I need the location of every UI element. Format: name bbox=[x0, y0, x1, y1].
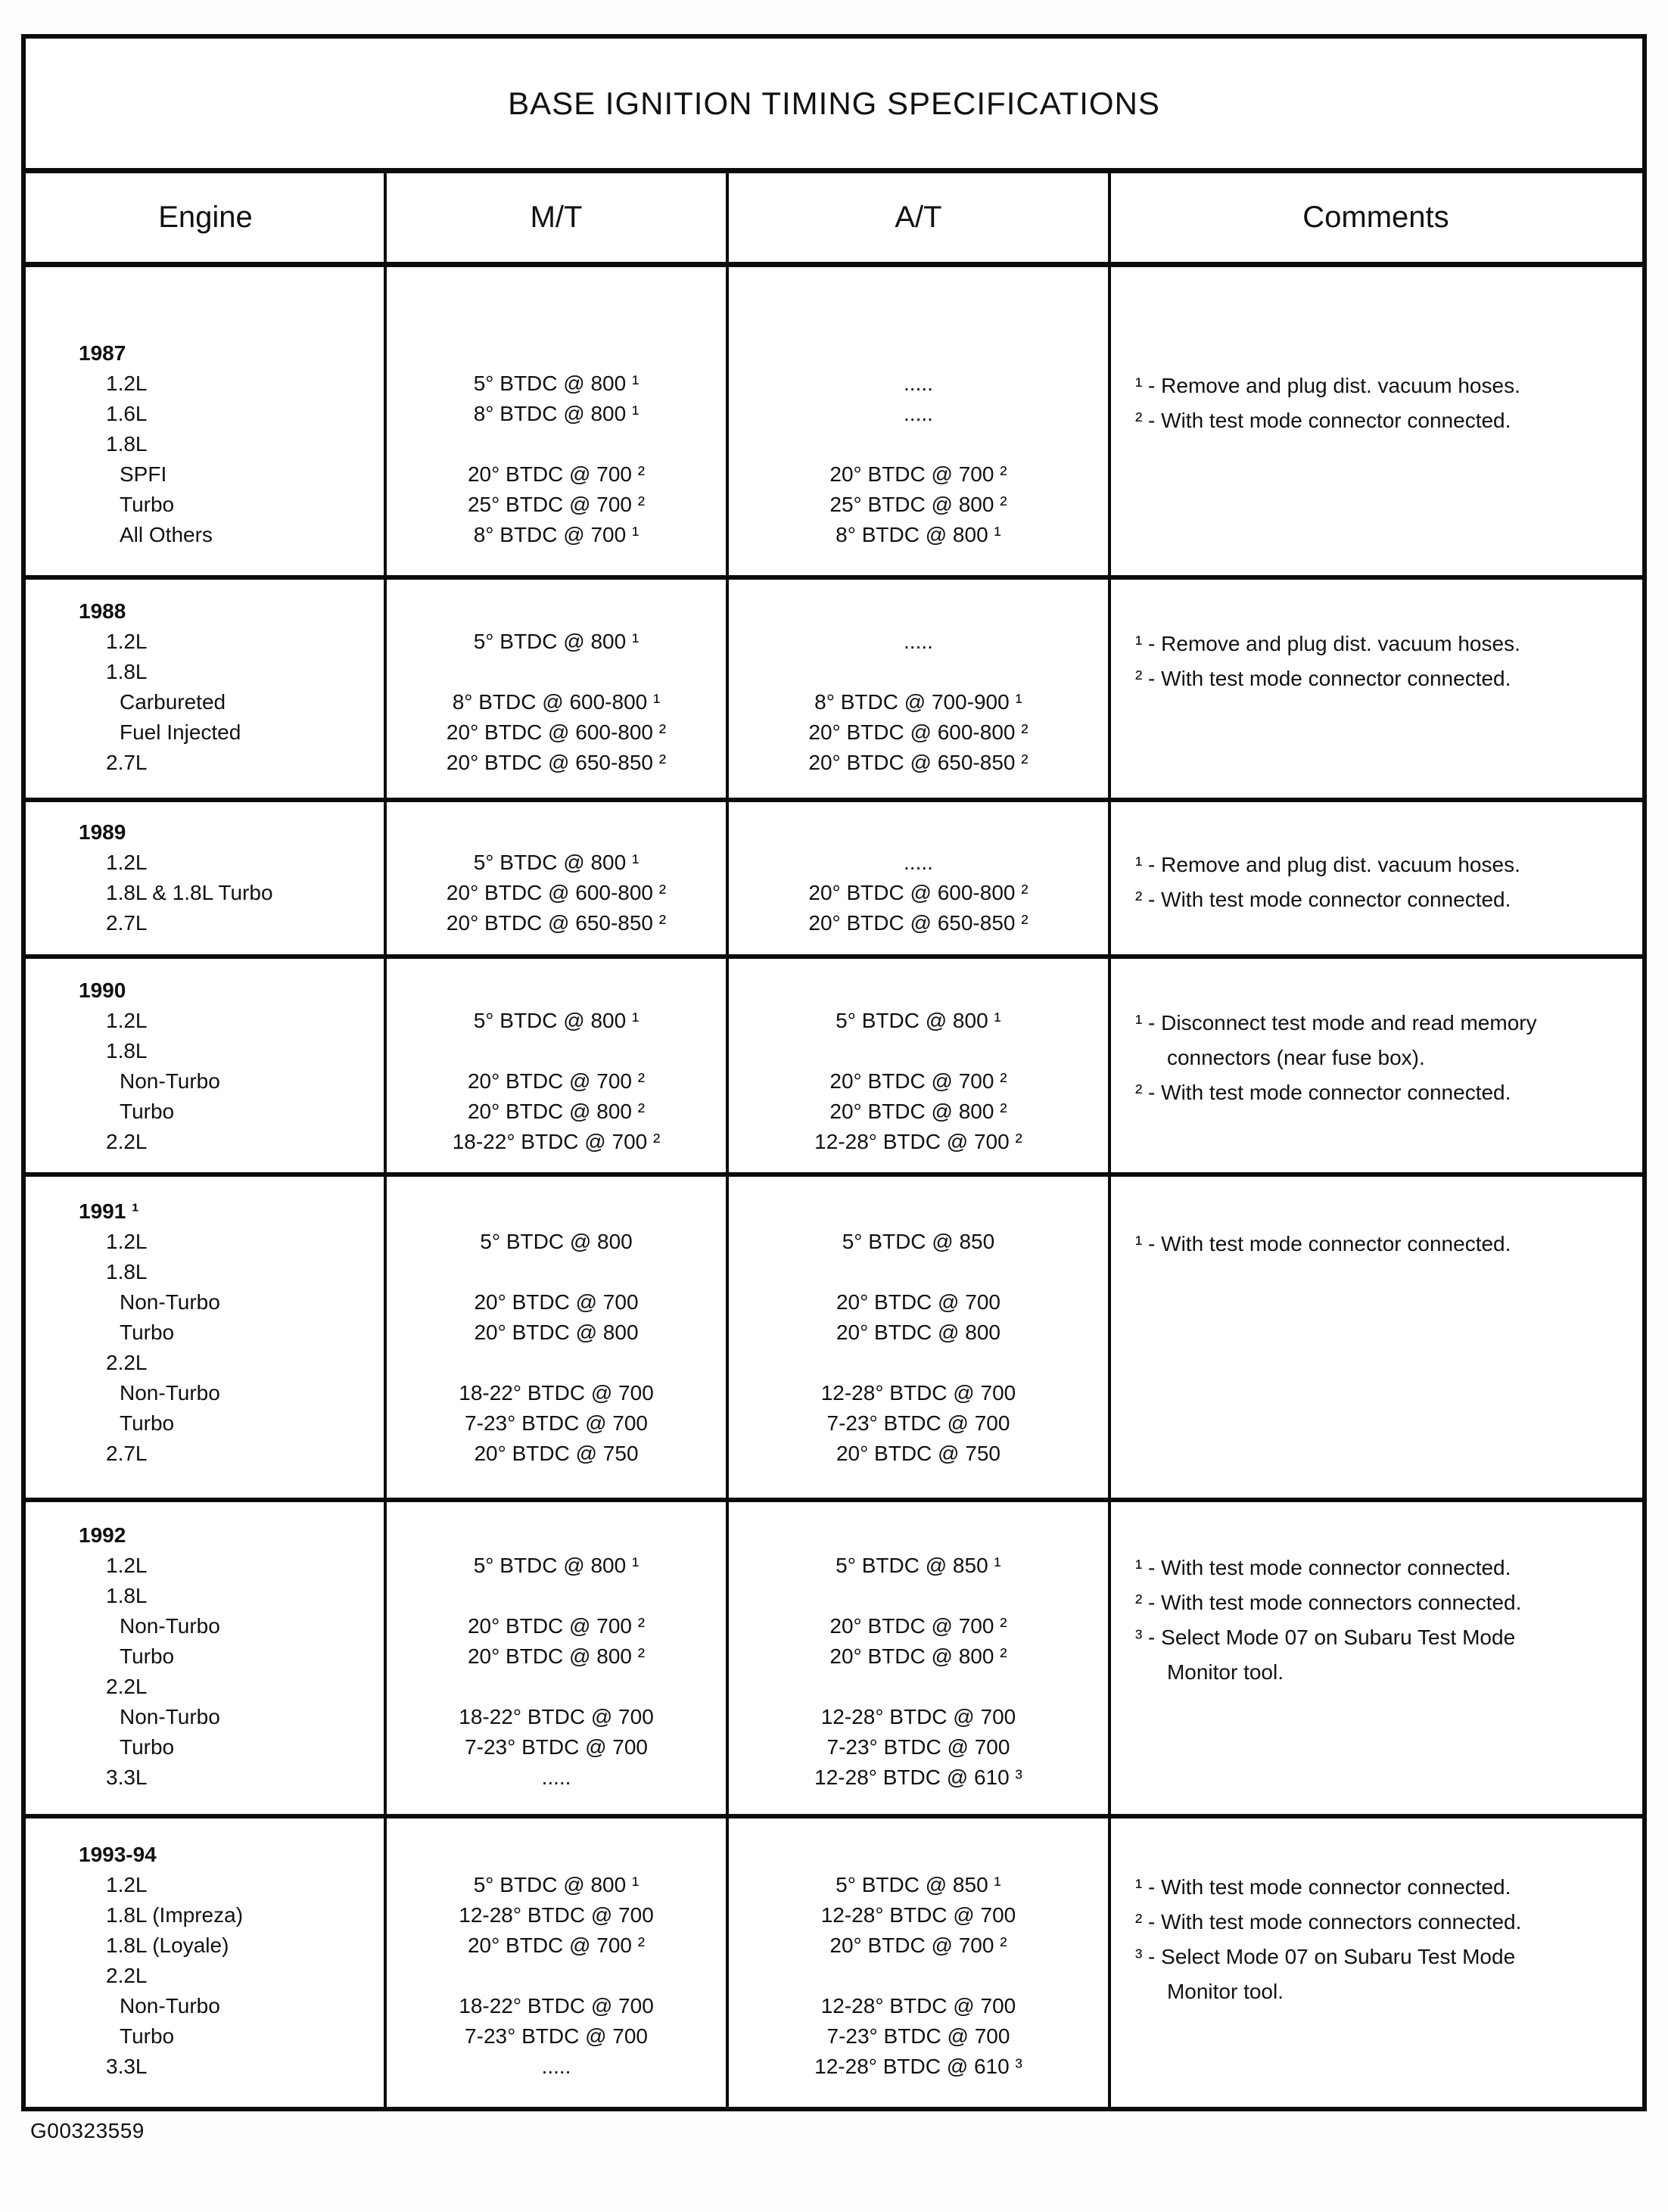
at-value: 20° BTDC @ 800 bbox=[836, 1321, 1000, 1344]
at-value: ..... bbox=[904, 851, 933, 874]
engine-label: 1.8L bbox=[106, 1260, 148, 1283]
mt-value: 20° BTDC @ 700 ² bbox=[467, 462, 646, 486]
column-divider bbox=[726, 267, 729, 575]
engine-label: 3.3L bbox=[106, 1766, 148, 1789]
mt-value bbox=[385, 1840, 727, 1870]
mt-value bbox=[385, 1581, 727, 1611]
mt-value: 18-22° BTDC @ 700 bbox=[459, 1381, 654, 1405]
comment-line: ² - With test mode connector connected. bbox=[1134, 888, 1511, 911]
comment-line: ³ - Select Mode 07 on Subaru Test Mode Monitor tool. bbox=[1134, 1945, 1516, 2003]
mt-value: 8° BTDC @ 700 ¹ bbox=[473, 523, 640, 546]
section-1987 bbox=[26, 267, 1642, 580]
column-header-mt: M/T bbox=[530, 201, 583, 234]
engine-label: Turbo bbox=[120, 2024, 175, 2048]
at-value: 8° BTDC @ 800 ¹ bbox=[836, 523, 1001, 546]
mt-value bbox=[385, 1036, 727, 1066]
year-label: 1991 ¹ bbox=[79, 1199, 139, 1223]
at-value: 7-23° BTDC @ 700 bbox=[826, 2024, 1010, 2048]
section-grid bbox=[26, 338, 1642, 550]
engine-label: 1.2L bbox=[106, 630, 148, 653]
section-grid bbox=[26, 1196, 1642, 1469]
engine-label: 2.2L bbox=[106, 1130, 148, 1153]
mt-value: 20° BTDC @ 700 ² bbox=[467, 1069, 646, 1093]
column-divider bbox=[1108, 580, 1111, 798]
mt-value: 7-23° BTDC @ 700 bbox=[465, 2024, 648, 2048]
at-value bbox=[727, 657, 1109, 687]
mt-value: 5° BTDC @ 800 ¹ bbox=[473, 1009, 640, 1032]
engine-label: Fuel Injected bbox=[120, 720, 241, 744]
sections bbox=[26, 267, 1642, 2107]
mt-value: 5° BTDC @ 800 ¹ bbox=[473, 1554, 640, 1577]
at-value: 20° BTDC @ 700 ² bbox=[829, 1934, 1007, 1957]
at-value bbox=[727, 1840, 1109, 1870]
column-divider bbox=[1108, 173, 1111, 262]
mt-value: 20° BTDC @ 600-800 ² bbox=[446, 720, 667, 744]
at-value: 7-23° BTDC @ 700 bbox=[826, 1735, 1010, 1759]
engine-label: Turbo bbox=[120, 1411, 175, 1435]
engine-label: 1.2L bbox=[106, 372, 148, 395]
section-1990 bbox=[26, 959, 1642, 1177]
section-grid bbox=[26, 975, 1642, 1157]
at-value bbox=[727, 596, 1109, 627]
engine-label: 1.2L bbox=[106, 1873, 148, 1896]
year-label: 1989 bbox=[79, 820, 126, 844]
section-grid bbox=[26, 817, 1642, 938]
engine-label: Non-Turbo bbox=[120, 1994, 220, 2018]
section-1988 bbox=[26, 580, 1642, 802]
mt-value: 5° BTDC @ 800 ¹ bbox=[473, 372, 640, 395]
mt-value bbox=[385, 657, 727, 687]
at-value: 5° BTDC @ 800 ¹ bbox=[836, 1009, 1001, 1032]
at-value bbox=[727, 975, 1109, 1006]
mt-value: 7-23° BTDC @ 700 bbox=[465, 1735, 648, 1759]
mt-value: 20° BTDC @ 650-850 ² bbox=[446, 911, 667, 935]
mt-value: 5° BTDC @ 800 ¹ bbox=[473, 630, 640, 653]
comments-cell bbox=[1109, 975, 1642, 1157]
engine-label: 1.2L bbox=[106, 1230, 148, 1253]
mt-value bbox=[385, 1196, 727, 1227]
section-1992 bbox=[26, 1502, 1642, 1818]
year-label: 1987 bbox=[79, 341, 126, 365]
at-value: 20° BTDC @ 600-800 ² bbox=[808, 720, 1028, 744]
section-grid bbox=[26, 1840, 1642, 2082]
column-divider bbox=[726, 1177, 729, 1498]
engine-label: Turbo bbox=[120, 1321, 175, 1344]
table-header-row bbox=[26, 173, 1642, 267]
mt-value bbox=[385, 429, 727, 459]
column-divider bbox=[384, 802, 387, 954]
mt-value: 20° BTDC @ 700 ² bbox=[467, 1614, 646, 1638]
at-value: 20° BTDC @ 700 ² bbox=[829, 1614, 1007, 1638]
column-divider bbox=[384, 267, 387, 575]
comments-cell bbox=[1109, 1840, 1642, 2082]
at-value bbox=[727, 1196, 1109, 1227]
section-1989 bbox=[26, 802, 1642, 959]
mt-value: ..... bbox=[541, 2055, 571, 2078]
mt-value: 5° BTDC @ 800 bbox=[480, 1230, 633, 1253]
engine-label: Turbo bbox=[120, 1644, 175, 1668]
mt-value: ..... bbox=[541, 1766, 571, 1789]
at-value: 5° BTDC @ 850 ¹ bbox=[836, 1554, 1001, 1577]
engine-label: 2.2L bbox=[106, 1964, 148, 1987]
at-value bbox=[727, 1036, 1109, 1066]
column-divider bbox=[726, 1818, 729, 2107]
column-header-engine: Engine bbox=[158, 201, 253, 234]
mt-value bbox=[385, 1961, 727, 1991]
at-value: 20° BTDC @ 700 ² bbox=[829, 462, 1007, 486]
engine-label: All Others bbox=[120, 523, 213, 546]
mt-value: 12-28° BTDC @ 700 bbox=[459, 1903, 654, 1927]
mt-value: 20° BTDC @ 700 ² bbox=[467, 1934, 646, 1957]
engine-label: 1.8L bbox=[106, 660, 148, 683]
comment-line: ² - With test mode connectors connected. bbox=[1134, 1591, 1522, 1614]
at-value: 12-28° BTDC @ 700 bbox=[820, 1994, 1016, 2018]
at-value bbox=[727, 338, 1109, 369]
engine-label: 1.2L bbox=[106, 1554, 148, 1577]
mt-value bbox=[385, 817, 727, 848]
mt-value: 18-22° BTDC @ 700 bbox=[459, 1994, 654, 2018]
at-value: 12-28° BTDC @ 700 bbox=[820, 1381, 1016, 1405]
at-value bbox=[727, 817, 1109, 848]
at-value: 5° BTDC @ 850 ¹ bbox=[836, 1873, 1001, 1896]
column-divider bbox=[1108, 267, 1111, 575]
section-grid bbox=[26, 1520, 1642, 1793]
comments-cell bbox=[1109, 1520, 1642, 1793]
comment-line: ³ - Select Mode 07 on Subaru Test Mode Monitor tool. bbox=[1134, 1626, 1516, 1684]
mt-value: 18-22° BTDC @ 700 bbox=[459, 1705, 654, 1728]
engine-label: Turbo bbox=[120, 493, 175, 516]
comments-cell bbox=[1109, 596, 1642, 778]
comment-line: ² - With test mode connectors connected. bbox=[1134, 1910, 1522, 1934]
comments-cell bbox=[1109, 817, 1642, 938]
comment-line: ² - With test mode connector connected. bbox=[1134, 409, 1511, 432]
comment-line: ² - With test mode connector connected. bbox=[1134, 1081, 1511, 1104]
mt-value bbox=[385, 1520, 727, 1551]
mt-value bbox=[385, 596, 727, 627]
at-value: 12-28° BTDC @ 700 ² bbox=[814, 1130, 1022, 1153]
section-1993-94 bbox=[26, 1818, 1642, 2107]
column-header-comments: Comments bbox=[1302, 201, 1449, 234]
at-value: 20° BTDC @ 600-800 ² bbox=[808, 881, 1028, 904]
at-value: 20° BTDC @ 700 bbox=[836, 1290, 1000, 1314]
at-value: 12-28° BTDC @ 610 ³ bbox=[814, 2055, 1022, 2078]
at-value: 20° BTDC @ 700 ² bbox=[829, 1069, 1007, 1093]
at-value bbox=[727, 1520, 1109, 1551]
engine-label: 1.8L bbox=[106, 1584, 148, 1607]
at-value: ..... bbox=[904, 402, 933, 425]
mt-value: 8° BTDC @ 800 ¹ bbox=[473, 402, 640, 425]
column-divider bbox=[1108, 802, 1111, 954]
column-divider bbox=[726, 1502, 729, 1814]
year-label: 1993-94 bbox=[79, 1843, 157, 1866]
column-divider bbox=[1108, 1177, 1111, 1498]
comment-line: ¹ - Remove and plug dist. vacuum hoses. bbox=[1134, 374, 1520, 397]
section-1991 bbox=[26, 1177, 1642, 1502]
engine-label: 1.8L (Impreza) bbox=[106, 1903, 244, 1927]
column-divider bbox=[1108, 959, 1111, 1172]
comment-line: ¹ - Remove and plug dist. vacuum hoses. bbox=[1134, 853, 1520, 876]
mt-value: 18-22° BTDC @ 700 ² bbox=[452, 1130, 661, 1153]
mt-value bbox=[385, 1348, 727, 1378]
mt-value: 5° BTDC @ 800 ¹ bbox=[473, 851, 640, 874]
column-divider bbox=[726, 802, 729, 954]
at-value: 20° BTDC @ 800 ² bbox=[829, 1644, 1007, 1668]
engine-label: 1.8L bbox=[106, 1039, 148, 1062]
column-divider bbox=[1108, 1818, 1111, 2107]
at-value bbox=[727, 1961, 1109, 1991]
engine-label: Turbo bbox=[120, 1100, 175, 1123]
at-value: 20° BTDC @ 650-850 ² bbox=[808, 751, 1028, 774]
engine-label: 2.2L bbox=[106, 1351, 148, 1374]
year-label: 1988 bbox=[79, 599, 126, 623]
mt-value bbox=[385, 1257, 727, 1287]
engine-label: 1.6L bbox=[106, 402, 148, 425]
engine-label: Non-Turbo bbox=[120, 1381, 220, 1405]
at-value: 12-28° BTDC @ 700 bbox=[820, 1705, 1016, 1728]
engine-label: Turbo bbox=[120, 1735, 175, 1759]
engine-label: 1.8L & 1.8L Turbo bbox=[106, 881, 273, 904]
mt-value: 20° BTDC @ 800 ² bbox=[467, 1100, 646, 1123]
engine-label: 1.2L bbox=[106, 1009, 148, 1032]
column-divider bbox=[726, 959, 729, 1172]
column-header-at: A/T bbox=[895, 201, 942, 234]
mt-value: 20° BTDC @ 650-850 ² bbox=[446, 751, 667, 774]
column-divider bbox=[384, 580, 387, 798]
engine-label: Non-Turbo bbox=[120, 1614, 220, 1638]
at-value: 12-28° BTDC @ 610 ³ bbox=[814, 1766, 1022, 1789]
at-value bbox=[727, 429, 1109, 459]
comments-cell bbox=[1109, 1196, 1642, 1469]
mt-value: 25° BTDC @ 700 ² bbox=[467, 493, 646, 516]
mt-value bbox=[385, 1672, 727, 1702]
mt-value: 20° BTDC @ 750 bbox=[474, 1442, 639, 1465]
engine-label: 3.3L bbox=[106, 2055, 148, 2078]
ignition-timing-spec-table bbox=[21, 34, 1647, 2111]
year-label: 1992 bbox=[79, 1523, 126, 1547]
comment-line: ¹ - With test mode connector connected. bbox=[1134, 1875, 1511, 1899]
comment-line: ¹ - Disconnect test mode and read memory connectors (near fuse box). bbox=[1134, 1011, 1537, 1069]
engine-label: 1.8L bbox=[106, 432, 148, 456]
at-value bbox=[727, 1672, 1109, 1702]
engine-label: Non-Turbo bbox=[120, 1069, 220, 1093]
at-value: 12-28° BTDC @ 700 bbox=[820, 1903, 1016, 1927]
comment-line: ¹ - With test mode connector connected. bbox=[1134, 1556, 1511, 1579]
mt-value: 20° BTDC @ 800 ² bbox=[467, 1644, 646, 1668]
engine-label: Non-Turbo bbox=[120, 1705, 220, 1728]
engine-label: 2.7L bbox=[106, 751, 148, 774]
engine-label: Non-Turbo bbox=[120, 1290, 220, 1314]
at-value bbox=[727, 1257, 1109, 1287]
mt-value bbox=[385, 975, 727, 1006]
mt-value: 7-23° BTDC @ 700 bbox=[465, 1411, 648, 1435]
mt-value: 5° BTDC @ 800 ¹ bbox=[473, 1873, 640, 1896]
engine-label: 2.2L bbox=[106, 1675, 148, 1698]
engine-label: 2.7L bbox=[106, 911, 148, 935]
at-value: 20° BTDC @ 650-850 ² bbox=[808, 911, 1028, 935]
column-divider bbox=[1108, 1502, 1111, 1814]
at-value bbox=[727, 1348, 1109, 1378]
column-divider bbox=[384, 1818, 387, 2107]
figure-reference-code: G00323559 bbox=[30, 2119, 145, 2142]
comments-cell bbox=[1109, 338, 1642, 550]
engine-label: 1.2L bbox=[106, 851, 148, 874]
column-divider bbox=[384, 1177, 387, 1498]
engine-label: 2.7L bbox=[106, 1442, 148, 1465]
at-value: ..... bbox=[904, 630, 933, 653]
at-value: 7-23° BTDC @ 700 bbox=[826, 1411, 1010, 1435]
at-value: 20° BTDC @ 750 bbox=[836, 1442, 1000, 1465]
engine-label: 1.8L (Loyale) bbox=[106, 1934, 229, 1957]
at-value: 8° BTDC @ 700-900 ¹ bbox=[814, 690, 1022, 714]
at-value: ..... bbox=[904, 372, 933, 395]
mt-value: 20° BTDC @ 700 bbox=[474, 1290, 639, 1314]
engine-label: Carbureted bbox=[120, 690, 226, 714]
comment-line: ¹ - With test mode connector connected. bbox=[1134, 1232, 1511, 1255]
comment-line: ¹ - Remove and plug dist. vacuum hoses. bbox=[1134, 632, 1520, 655]
mt-value: 20° BTDC @ 600-800 ² bbox=[446, 881, 667, 904]
mt-value bbox=[385, 338, 727, 369]
column-divider bbox=[726, 580, 729, 798]
at-value bbox=[727, 1581, 1109, 1611]
section-grid bbox=[26, 596, 1642, 778]
at-value: 25° BTDC @ 800 ² bbox=[829, 493, 1007, 516]
page-title: BASE IGNITION TIMING SPECIFICATIONS bbox=[508, 85, 1160, 121]
column-divider bbox=[384, 959, 387, 1172]
engine-label: SPFI bbox=[120, 462, 167, 486]
mt-value: 20° BTDC @ 800 bbox=[474, 1321, 639, 1344]
column-divider bbox=[384, 1502, 387, 1814]
at-value: 20° BTDC @ 800 ² bbox=[829, 1100, 1007, 1123]
table-title-row bbox=[26, 39, 1642, 173]
column-divider bbox=[384, 173, 387, 262]
comment-line: ² - With test mode connector connected. bbox=[1134, 667, 1511, 690]
mt-value: 8° BTDC @ 600-800 ¹ bbox=[452, 690, 661, 714]
at-value: 5° BTDC @ 850 bbox=[842, 1230, 995, 1253]
column-divider bbox=[726, 173, 729, 262]
year-label: 1990 bbox=[79, 978, 126, 1002]
